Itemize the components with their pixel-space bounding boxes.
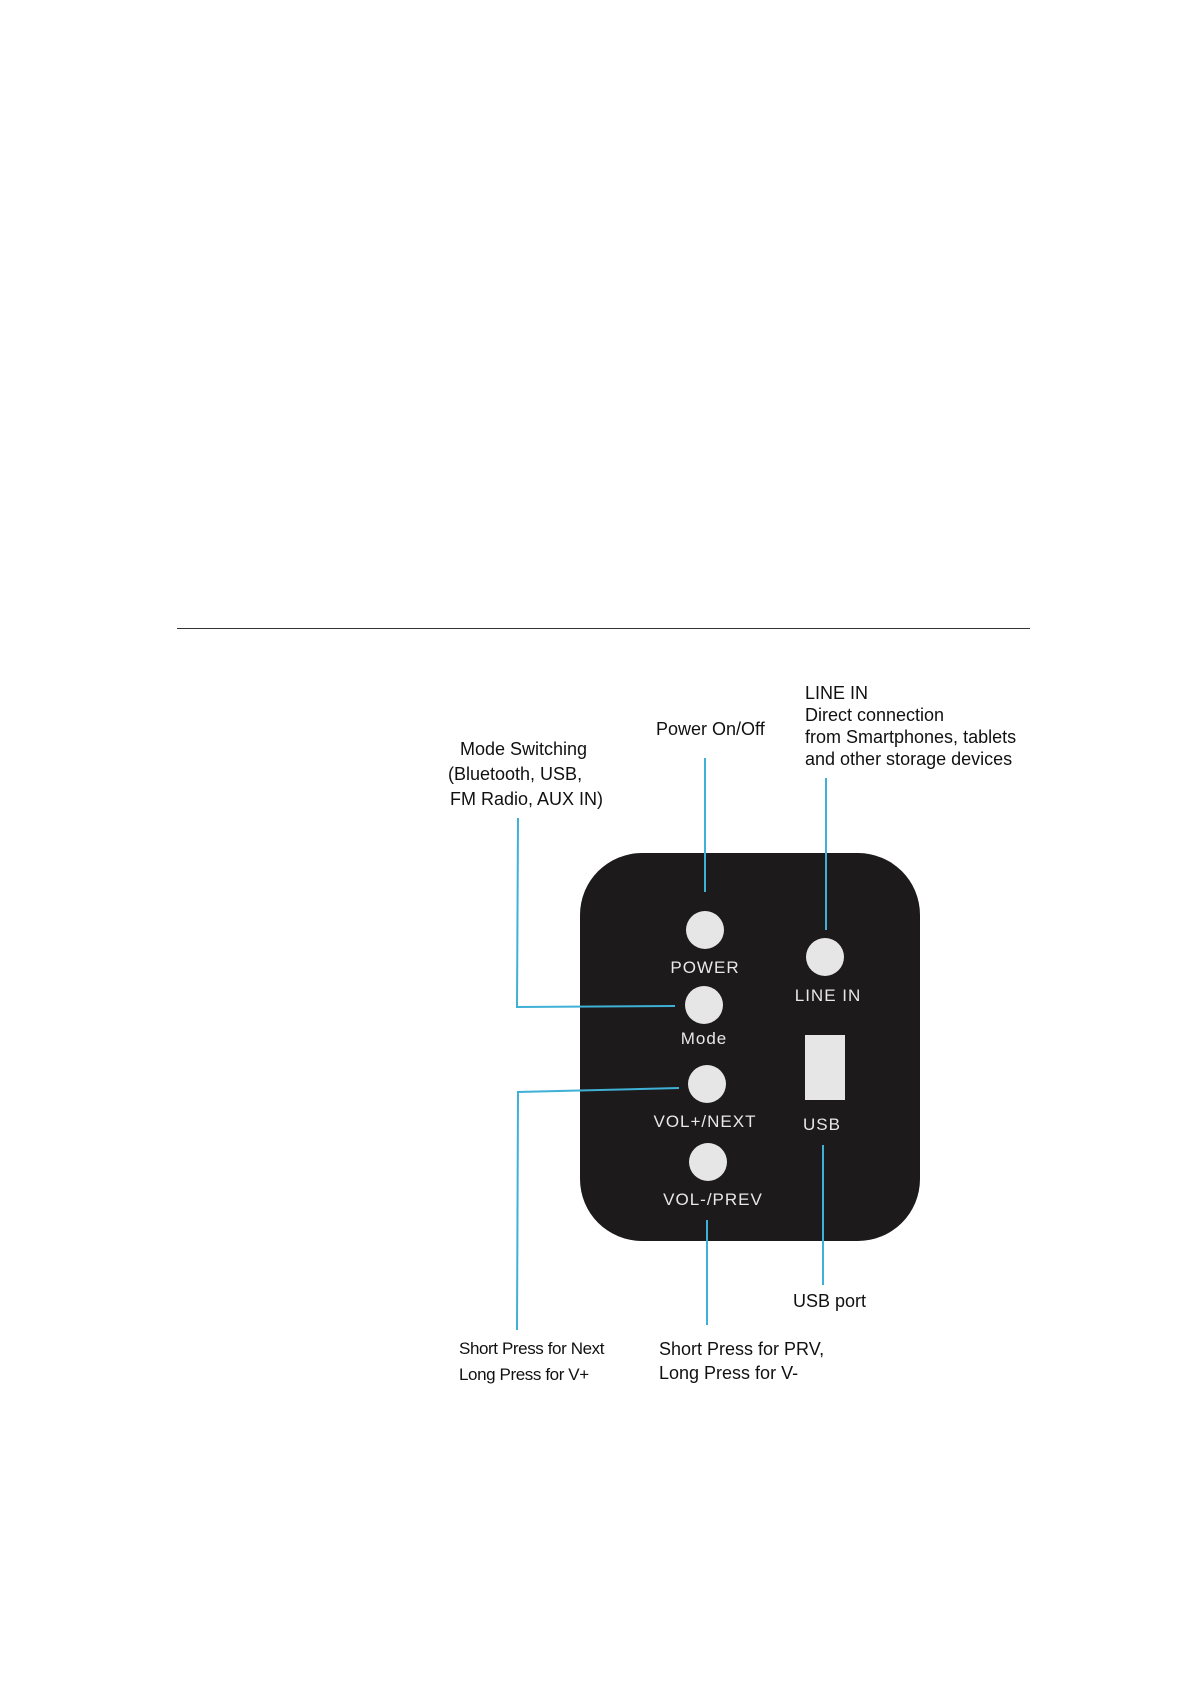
mode-annotation [448, 738, 603, 810]
vol-up-next-button [688, 1065, 726, 1103]
mode-annotation-line: FM Radio, AUX IN) [450, 789, 604, 809]
mode-label: Mode [680, 1029, 728, 1048]
line-in-annotation-line: LINE IN [805, 683, 869, 703]
mode-annotation-line: (Bluetooth, USB, [448, 764, 583, 784]
mode-annotation-line: Mode Switching [460, 739, 588, 759]
usb-label: USB [803, 1115, 841, 1134]
usb-port-annotation [793, 1290, 866, 1312]
usb-port [805, 1035, 845, 1100]
power-annotation [656, 718, 765, 740]
line-in-jack [806, 938, 844, 976]
vol-up-next-label: VOL+/NEXT [653, 1112, 757, 1131]
prev-annotation-line: Short Press for PRV, [659, 1339, 825, 1359]
power-label: POWER [670, 958, 740, 977]
power-annotation-line: Power On/Off [656, 719, 765, 739]
mode-button [685, 986, 723, 1024]
line-in-annotation-line: Direct connection [805, 705, 945, 725]
vol-down-prev-label: VOL-/PREV [663, 1190, 763, 1209]
line-in-annotation-line: and other storage devices [805, 749, 1013, 769]
line-in-annotation-line: from Smartphones, tablets [805, 727, 1017, 747]
prev-annotation-line: Long Press for V- [659, 1363, 799, 1383]
control-panel [580, 853, 920, 1241]
power-button [686, 911, 724, 949]
next-annotation-line: Long Press for V+ [459, 1365, 589, 1384]
next-annotation [459, 1338, 604, 1386]
line-in-label: LINE IN [794, 986, 862, 1005]
vol-down-prev-button [689, 1143, 727, 1181]
usb-port-annotation-line: USB port [793, 1291, 867, 1311]
line-in-annotation [805, 682, 1016, 770]
prev-annotation [659, 1338, 824, 1384]
next-annotation-line: Short Press for Next [459, 1339, 605, 1358]
